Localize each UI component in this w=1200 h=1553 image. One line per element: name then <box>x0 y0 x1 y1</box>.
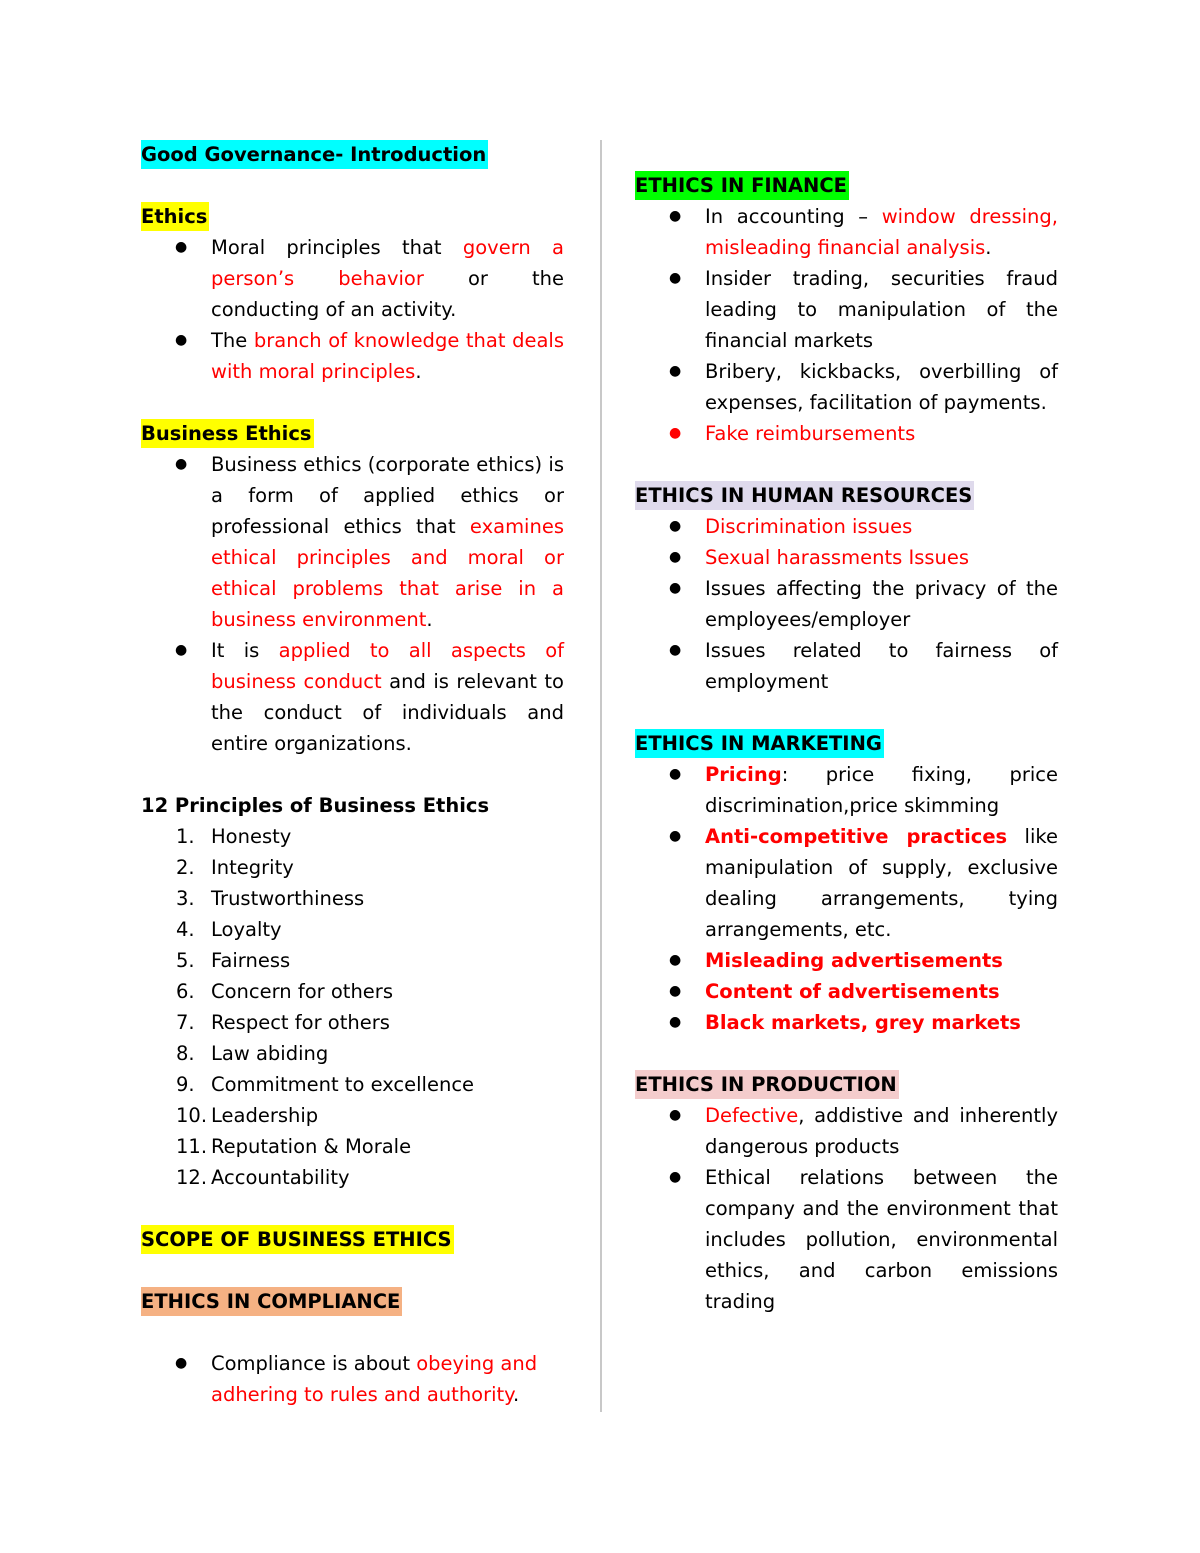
column-divider <box>600 140 602 1412</box>
list-item: ● Insider trading, securities fraud leading to manipulation of the financial markets <box>635 263 1058 356</box>
list-item: ● Moral principles that govern a person’s behavior or the conducting of an activity. <box>141 232 564 325</box>
bullet-icon: ● <box>669 270 682 286</box>
list-item: 11. Reputation & Morale <box>176 1135 412 1158</box>
finance-heading: ETHICS IN FINANCE <box>635 171 849 200</box>
bullet-icon: ● <box>669 580 682 596</box>
list-item: 6. Concern for others <box>176 980 393 1003</box>
list-item: 7. Respect for others <box>176 1011 390 1034</box>
list-item: ● Anti-competitive practices like manipulation of supply, exclusive dealing arrangements, tying arrangements, etc. <box>635 821 1058 945</box>
bullet-icon: ● <box>669 1014 682 1030</box>
list-item: ● Issues related to fairness of employment <box>635 635 1058 697</box>
list-item: ● Discrimination issues <box>635 511 1058 542</box>
list-item: 5. Fairness <box>176 949 291 972</box>
bullet-icon: ● <box>175 456 188 472</box>
list-item: ● Issues affecting the privacy of the employees/employer <box>635 573 1058 635</box>
principles-heading: 12 Principles of Business Ethics <box>141 794 490 817</box>
bullet-icon: ● <box>669 549 682 565</box>
list-item: ● Sexual harassments Issues <box>635 542 1058 573</box>
marketing-heading: ETHICS IN MARKETING <box>635 729 884 758</box>
bullet-icon: ● <box>669 828 682 844</box>
bullet-icon: ● <box>669 642 682 658</box>
list-item: ● Ethical relations between the company and the environment that includes pollution, environmental ethics, and carbon emissions trading <box>635 1162 1058 1317</box>
list-item: ● Defective, addistive and inherently dangerous products <box>635 1100 1058 1162</box>
bullet-icon: ● <box>669 1107 682 1123</box>
scope-heading: SCOPE OF BUSINESS ETHICS <box>141 1225 454 1254</box>
list-item: 4. Loyalty <box>176 918 282 941</box>
right-column <box>635 170 1058 1317</box>
list-item: ● Misleading advertisements <box>635 945 1058 976</box>
bullet-icon: ● <box>669 983 682 999</box>
list-item: ● Pricing: price fixing, price discrimination,price skimming <box>635 759 1058 821</box>
list-item: ● Compliance is about obeying and adhering to rules and authority. <box>141 1348 564 1410</box>
ethics-heading: Ethics <box>141 202 209 231</box>
bullet-icon: ● <box>669 518 682 534</box>
hr-heading: ETHICS IN HUMAN RESOURCES <box>635 481 974 510</box>
left-column <box>141 139 564 1410</box>
bullet-icon: ● <box>669 952 682 968</box>
bullet-icon: ● <box>669 766 682 782</box>
bullet-icon: ● <box>175 1355 188 1371</box>
bullet-icon: ● <box>175 332 188 348</box>
list-item: ● Content of advertisements <box>635 976 1058 1007</box>
bullet-icon: ● <box>669 208 682 224</box>
bullet-icon: ● <box>669 1169 682 1185</box>
list-item: 3. Trustworthiness <box>176 887 365 910</box>
list-item: ● Fake reimbursements <box>635 418 1058 449</box>
list-item: 8. Law abiding <box>176 1042 329 1065</box>
page-title: Good Governance- Introduction <box>141 140 488 169</box>
list-item: 12. Accountability <box>176 1166 350 1189</box>
compliance-heading: ETHICS IN COMPLIANCE <box>141 1287 402 1316</box>
list-item: ● It is applied to all aspects of business conduct and is relevant to the conduct of individuals and entire organizations. <box>141 635 564 759</box>
bullet-icon: ● <box>175 642 188 658</box>
list-item: ● The branch of knowledge that deals with moral principles. <box>141 325 564 387</box>
bullet-icon: ● <box>175 239 188 255</box>
list-item: ● Bribery, kickbacks, overbilling of expenses, facilitation of payments. <box>635 356 1058 418</box>
business-ethics-heading: Business Ethics <box>141 419 314 448</box>
list-item: 2. Integrity <box>176 856 294 879</box>
principles-list <box>141 821 564 1193</box>
list-item: 9. Commitment to excellence <box>176 1073 475 1096</box>
list-item: ● In accounting – window dressing, misleading financial analysis. <box>635 201 1058 263</box>
list-item: 10. Leadership <box>176 1104 319 1127</box>
list-item: ● Black markets, grey markets <box>635 1007 1058 1038</box>
list-item: ● Business ethics (corporate ethics) is a form of applied ethics or professional ethics that examines ethical principles and moral or ethical problems that arise in a business environment. <box>141 449 564 635</box>
list-item: 1. Honesty <box>176 825 292 848</box>
bullet-icon: ● <box>669 363 682 379</box>
bullet-icon: ● <box>669 425 682 441</box>
production-heading: ETHICS IN PRODUCTION <box>635 1070 899 1099</box>
